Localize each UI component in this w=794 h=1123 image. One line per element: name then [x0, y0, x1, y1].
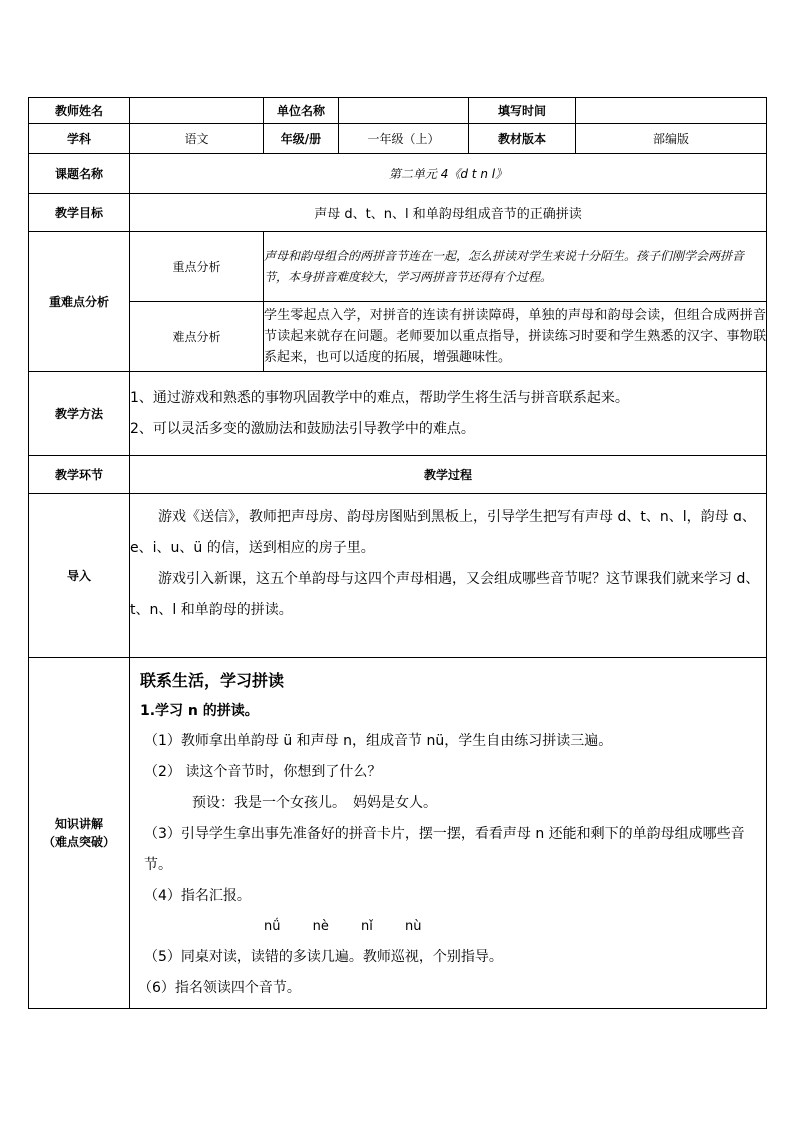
syllable-item: nè: [312, 919, 329, 934]
knowledge-heading: 联系生活，学习拼读: [140, 671, 285, 690]
unit-name-value: [339, 98, 469, 124]
unit-name-label: 单位名称: [264, 98, 339, 124]
teaching-goal-row: [29, 194, 767, 232]
hard-analysis-row: [29, 302, 767, 372]
knowledge-step-6: （6）指名领读四个音节。: [138, 980, 301, 996]
intro-label: 导入: [29, 494, 130, 658]
edition-value: 部编版: [576, 124, 767, 154]
key-analysis-text: 声母和韵母组合的两拼音节连在一起，怎么拼读对学生来说十分陌生。孩子们刚学会两拼音节，本身拼音难度较大，学习两拼音节还得有个过程。: [264, 232, 767, 302]
header-row-1: [29, 98, 767, 124]
intro-paragraph-2: 游戏引入新课，这五个单韵母与这四个声母相遇，又会组成哪些音节呢？这节课我们就来学习 d、t、n、l 和单韵母的拼读。: [130, 571, 760, 618]
syllable-list: [136, 912, 760, 942]
knowledge-subheading: 1.学习 n 的拼读。: [140, 703, 259, 719]
teaching-stage-label: 教学环节: [29, 456, 130, 494]
teaching-method-label: 教学方法: [29, 372, 130, 456]
hard-analysis-text: 学生零起点入学，对拼音的连读有拼读障碍，单独的声母和韵母会读，但组合成两拼音节读起来就存在问题。老师要加以重点指导，拼读练习时要和学生熟悉的汉字、事物联系起来，也可以适度的拓展，增强趣味性。: [264, 302, 767, 372]
hard-analysis-label: 难点分析: [130, 302, 264, 372]
teaching-process-label: 教学过程: [130, 456, 767, 494]
fill-time-value: [576, 98, 767, 124]
difficulty-analysis-label: 重难点分析: [29, 232, 130, 372]
lesson-plan-table: [28, 97, 767, 1009]
knowledge-row: [29, 658, 767, 1009]
knowledge-label: [29, 658, 130, 1009]
method-line-2: 2、可以灵活多变的激励法和鼓励法引导教学中的难点。: [130, 420, 475, 437]
grade-label: 年级/册: [264, 124, 339, 154]
teacher-name-label: 教师姓名: [29, 98, 130, 124]
header-row-2: [29, 124, 767, 154]
lesson-title-label: 课题名称: [29, 154, 130, 194]
syllable-item: nǐ: [361, 919, 373, 934]
knowledge-step-2: （2） 读这个音节时，你想到了什么？: [144, 764, 382, 780]
subject-value: 语文: [130, 124, 264, 154]
syllable-item: nǘ: [264, 919, 281, 934]
teacher-name-value: [130, 98, 264, 124]
teaching-method-row: [29, 372, 767, 456]
syllable-item: nù: [405, 919, 422, 934]
subject-label: 学科: [29, 124, 130, 154]
edition-label: 教材版本: [469, 124, 576, 154]
fill-time-label: 填写时间: [469, 98, 576, 124]
teaching-goal-label: 教学目标: [29, 194, 130, 232]
teaching-goal-value: 声母 d、t、n、l 和单韵母组成音节的正确拼读: [130, 194, 767, 232]
intro-text: [130, 494, 767, 658]
method-line-1: 1、通过游戏和熟悉的事物巩固教学中的难点，帮助学生将生活与拼音联系起来。: [130, 389, 629, 406]
lesson-title-row: [29, 154, 767, 194]
process-header-row: [29, 456, 767, 494]
teaching-method-text: [130, 372, 767, 456]
grade-value: 一年级（上）: [339, 124, 469, 154]
key-analysis-label: 重点分析: [130, 232, 264, 302]
knowledge-label-line-2: （难点突破）: [42, 835, 115, 849]
knowledge-step-2-preset: 预设：我是一个女孩儿。 妈妈是女人。: [192, 795, 437, 811]
knowledge-step-1: （1）教师拿出单韵母 ü 和声母 n，组成音节 nü，学生自由练习拼读三遍。: [144, 733, 613, 749]
intro-paragraph-1: 游戏《送信》，教师把声母房、韵母房图贴到黑板上，引导学生把写有声母 d、t、n、l，韵母 ɑ、e、i、u、ü 的信，送到相应的房子里。: [130, 509, 756, 556]
key-analysis-row: [29, 232, 767, 302]
knowledge-step-4: （4）指名汇报。: [144, 888, 251, 904]
knowledge-step-3: （3）引导学生拿出事先准备好的拼音卡片，摆一摆，看看声母 n 还能和剩下的单韵母组成哪些音节。: [144, 826, 745, 873]
knowledge-content: [130, 658, 767, 1009]
knowledge-label-line-1: 知识讲解: [54, 817, 103, 831]
lesson-title-value: 第二单元 4《d t n l》: [130, 154, 767, 194]
intro-row: [29, 494, 767, 658]
knowledge-step-5: （5）同桌对读，读错的多读几遍。教师巡视，个别指导。: [144, 949, 503, 965]
